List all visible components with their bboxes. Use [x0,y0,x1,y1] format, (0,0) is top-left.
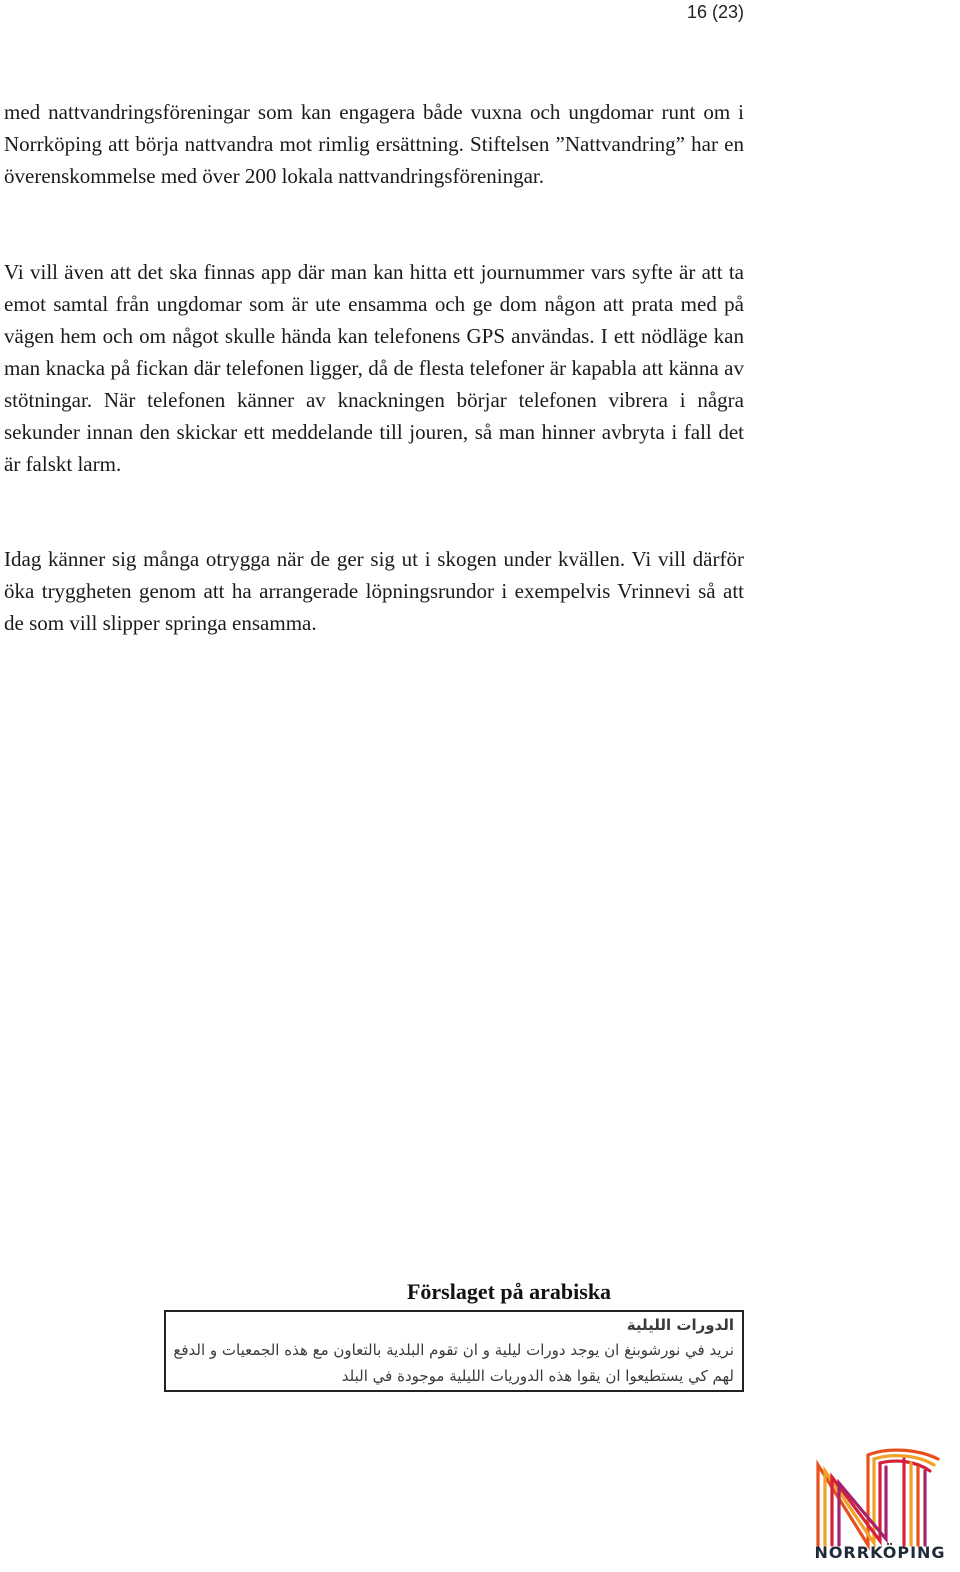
arabic-line: نريد في نورشوبنغ ان يوجد دورات ليلية و ان تقوم البلدية بالتعاون مع هذه الجمعيات و الدفع [173,1341,734,1359]
logo-wordmark: NORRKÖPING [814,1543,946,1562]
arabic-text-image [164,1310,744,1392]
figure-caption: Förslaget på arabiska [406,1279,612,1304]
paragraph-running-groups: Idag känner sig många otrygga när de ger sig ut i skogen under kvällen. Vi vill därför öka tryggheten genom att ha arrangerade löpningsrundor i exempelvis Vrinnevi så att de som vill slipper springa ensamma. [4,547,744,635]
paragraph-night-walking: med nattvandringsföreningar som kan engagera både vuxna och ungdomar runt om i Norrköping att börja nattvandra mot rimlig ersättning. Stiftelsen ”Nattvandring” har en överenskommelse med över 200 lokala nattvandringsföreningar. [4,100,744,188]
arabic-line: لهم كي يستطيعوا ان يقوا هذه الدوريات الليلية موجودة في البلد [341,1367,734,1385]
paragraph-app-hotline: Vi vill även att det ska finnas app där man kan hitta ett journummer vars syfte är att ta emot samtal från ungdomar som är ute ensamma och ge dom någon att prata med på vägen hem och om något skulle hända kan telefonens GPS användas. I ett nödläge kan man knacka på fickan där telefonen ligger, då de flesta telefoner är kapabla att känna av stötningar. När telefonen känner av knackningen börjar telefonen vibrera i några sekunder innan den skickar ett meddelande till jouren, så man hinner avbryta i fall det är falskt larm. [4,260,744,476]
page-number: 16 (23) [686,2,744,22]
arabic-heading: الدورات الليلية [626,1316,734,1334]
